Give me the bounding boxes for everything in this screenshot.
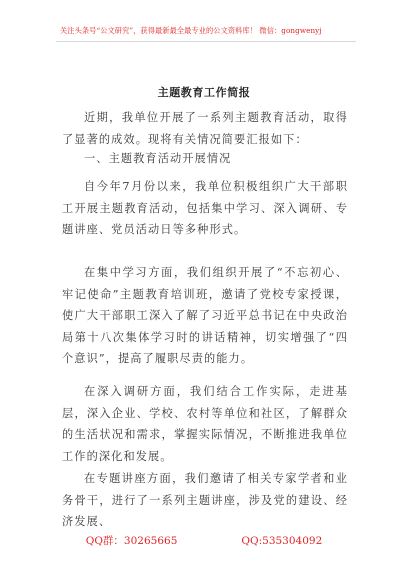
paragraph-lectures: 在专题讲座方面，我们邀请了相关专家学者和业务骨干，进行了一系列主题讲座，涉及党的建设、经济发展、 — [62, 472, 348, 528]
footer-qq-group: QQ群：30265665 — [85, 535, 178, 547]
section-heading: 一、主题教育活动开展情况 — [84, 152, 232, 165]
footer-qq-number: QQ:535304092 — [241, 535, 323, 547]
header-divider — [56, 41, 356, 42]
paragraph-research: 在深入调研方面，我们结合工作实际，走进基层，深入企业、学校、农村等单位和社区，了解群众的生活状况和需求，掌握实际情况，不断推进我单位工作的深化和发展。 — [62, 385, 348, 463]
header-banner: 关注头条号“公文研究”，获得最新最全最专业的公文资料库！ 微信：gongwenyj — [60, 26, 322, 35]
paragraph-intro: 近期，我单位开展了一系列主题教育活动，取得了显著的成效。现将有关情况简要汇报如下： — [62, 111, 348, 146]
footer-contact — [0, 533, 408, 548]
paragraph-study: 在集中学习方面，我们组织开展了“不忘初心、牢记使命”主题教育培训班，邀请了党校专家授课，使广大干部职工深入了解了习近平总书记在中央政治局第十八次集体学习时的讲话精神，切实增强了“四个意识”，提高了履职尽责的能力。 — [62, 266, 348, 365]
paragraph-overview: 自今年7月份以来，我单位积极组织广大干部职工开展主题教育活动，包括集中学习、深入调研、专题讲座、党员活动日等多种形式。 — [62, 180, 348, 236]
document-title: 主题教育工作简报 — [157, 86, 251, 99]
